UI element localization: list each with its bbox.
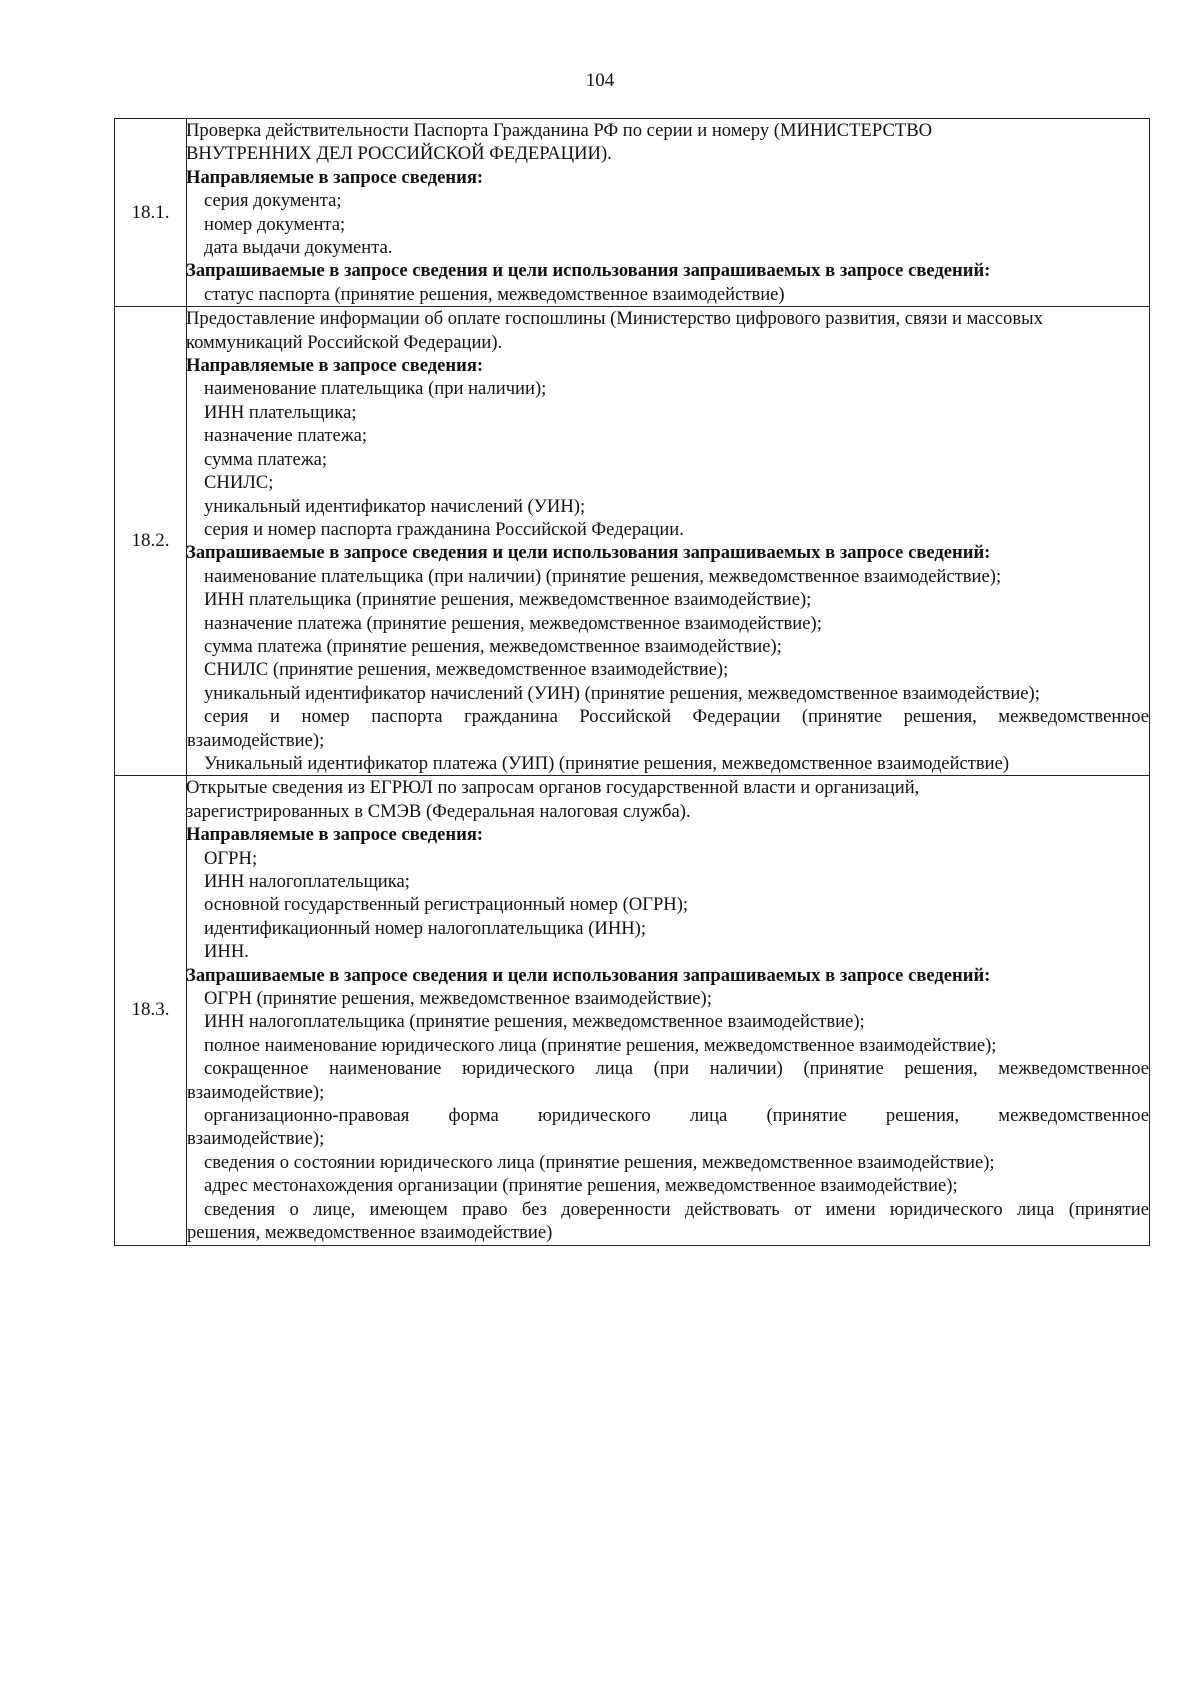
table-row — [115, 776, 1150, 1245]
table-body — [115, 119, 1150, 1246]
requested-data-item: сокращенное наименование юридического лица (при наличии) (принятие решения, межведомственное — [204, 1058, 1149, 1080]
page-number: 104 — [585, 70, 615, 91]
requested-data-item: статус паспорта (принятие решения, межведомственное взаимодействие) — [204, 283, 785, 305]
requested-data-item: решения, межведомственное взаимодействие) — [187, 1222, 553, 1244]
sent-data-item: дата выдачи документа. — [204, 237, 393, 259]
service-title-line: коммуникаций Российской Федерации). — [186, 331, 503, 353]
requested-data-item: взаимодействие); — [187, 729, 325, 751]
sent-data-item: СНИЛС; — [204, 472, 274, 494]
service-title-line: зарегистрированных в СМЭВ (Федеральная налоговая служба). — [186, 800, 691, 822]
table-row — [115, 119, 1150, 307]
sent-data-item: идентификационный номер налогоплательщика (ИНН); — [204, 917, 647, 939]
sent-data-item: основной государственный регистрационный номер (ОГРН); — [204, 894, 689, 916]
service-title-line: Проверка действительности Паспорта Гражданина РФ по серии и номеру (МИНИСТЕРСТВО — [186, 120, 933, 141]
requested-data-item: СНИЛС (принятие решения, межведомственное взаимодействие); — [204, 659, 729, 681]
row-content — [187, 307, 1150, 776]
sent-data-item: серия и номер паспорта гражданина Российской Федерации. — [204, 518, 684, 540]
sent-data-item: ИНН налогоплательщика; — [204, 871, 410, 892]
sent-data-item: серия документа; — [204, 190, 342, 212]
sent-data-item: уникальный идентификатор начислений (УИН); — [204, 495, 586, 517]
requested-data-item: полное наименование юридического лица (принятие решения, межведомственное взаимодействие); — [204, 1034, 997, 1056]
row-number: 18.2. — [115, 307, 187, 776]
requested-data-item: ИНН налогоплательщика (принятие решения, межведомственное взаимодействие); — [204, 1011, 865, 1033]
requested-data-heading: Запрашиваемые в запросе сведения и цели использования запрашиваемых в запросе сведений: — [186, 542, 991, 564]
requested-data-item: Уникальный идентификатор платежа (УИП) (принятие решения, межведомственное взаимодействие) — [204, 752, 1010, 774]
sent-data-item: назначение платежа; — [204, 425, 368, 447]
sent-data-item: ИНН. — [204, 941, 249, 963]
requested-data-item: сведения о состоянии юридического лица (принятие решения, межведомственное взаимодействие); — [204, 1151, 995, 1173]
requested-data-item: сумма платежа (принятие решения, межведомственное взаимодействие); — [204, 635, 782, 657]
requested-data-item: наименование плательщика (при наличии) (принятие решения, межведомственное взаимодействие); — [204, 565, 1002, 587]
requested-data-item: организационно-правовая форма юридического лица (принятие решения, межведомственное — [204, 1105, 1149, 1127]
services-table — [114, 118, 1150, 1246]
service-title-line: Открытые сведения из ЕГРЮЛ по запросам органов государственной власти и организаций, — [186, 777, 920, 799]
requested-data-heading: Запрашиваемые в запросе сведения и цели использования запрашиваемых в запросе сведений: — [186, 964, 991, 986]
requested-data-item: ОГРН (принятие решения, межведомственное взаимодействие); — [204, 988, 712, 1010]
requested-data-item: назначение платежа (принятие решения, межведомственное взаимодействие); — [204, 612, 822, 634]
row-content — [187, 119, 1150, 307]
requested-data-heading: Запрашиваемые в запросе сведения и цели использования запрашиваемых в запросе сведений: — [186, 260, 991, 282]
sent-data-item: номер документа; — [204, 213, 346, 235]
sent-data-item: ОГРН; — [204, 847, 258, 869]
requested-data-item: адрес местонахождения организации (принятие решения, межведомственное взаимодействие); — [204, 1175, 958, 1197]
sent-data-heading: Направляемые в запросе сведения: — [186, 355, 484, 377]
service-title-line: ВНУТРЕННИХ ДЕЛ РОССИЙСКОЙ ФЕДЕРАЦИИ). — [186, 143, 612, 165]
requested-data-item: взаимодействие); — [187, 1128, 325, 1150]
sent-data-heading: Направляемые в запросе сведения: — [186, 166, 484, 188]
requested-data-item: взаимодействие); — [187, 1081, 325, 1103]
requested-data-item: уникальный идентификатор начислений (УИН) (принятие решения, межведомственное взаимодействие); — [204, 682, 1040, 704]
row-content — [187, 776, 1150, 1245]
row-number: 18.1. — [115, 119, 187, 307]
sent-data-heading: Направляемые в запросе сведения: — [186, 824, 484, 846]
requested-data-item: ИНН плательщика (принятие решения, межведомственное взаимодействие); — [204, 589, 812, 611]
row-number: 18.3. — [115, 776, 187, 1245]
table-row — [115, 307, 1150, 776]
sent-data-item: ИНН плательщика; — [204, 401, 357, 423]
requested-data-item: сведения о лице, имеющем право без доверенности действовать от имени юридического лица (принятие — [204, 1198, 1149, 1220]
sent-data-item: сумма платежа; — [204, 448, 328, 470]
service-title-line: Предоставление информации об оплате госпошлины (Министерство цифрового развития, связи и массовых — [186, 308, 1043, 330]
requested-data-item: серия и номер паспорта гражданина Российской Федерации (принятие решения, межведомственное — [204, 706, 1149, 728]
sent-data-item: наименование плательщика (при наличии); — [204, 378, 547, 400]
